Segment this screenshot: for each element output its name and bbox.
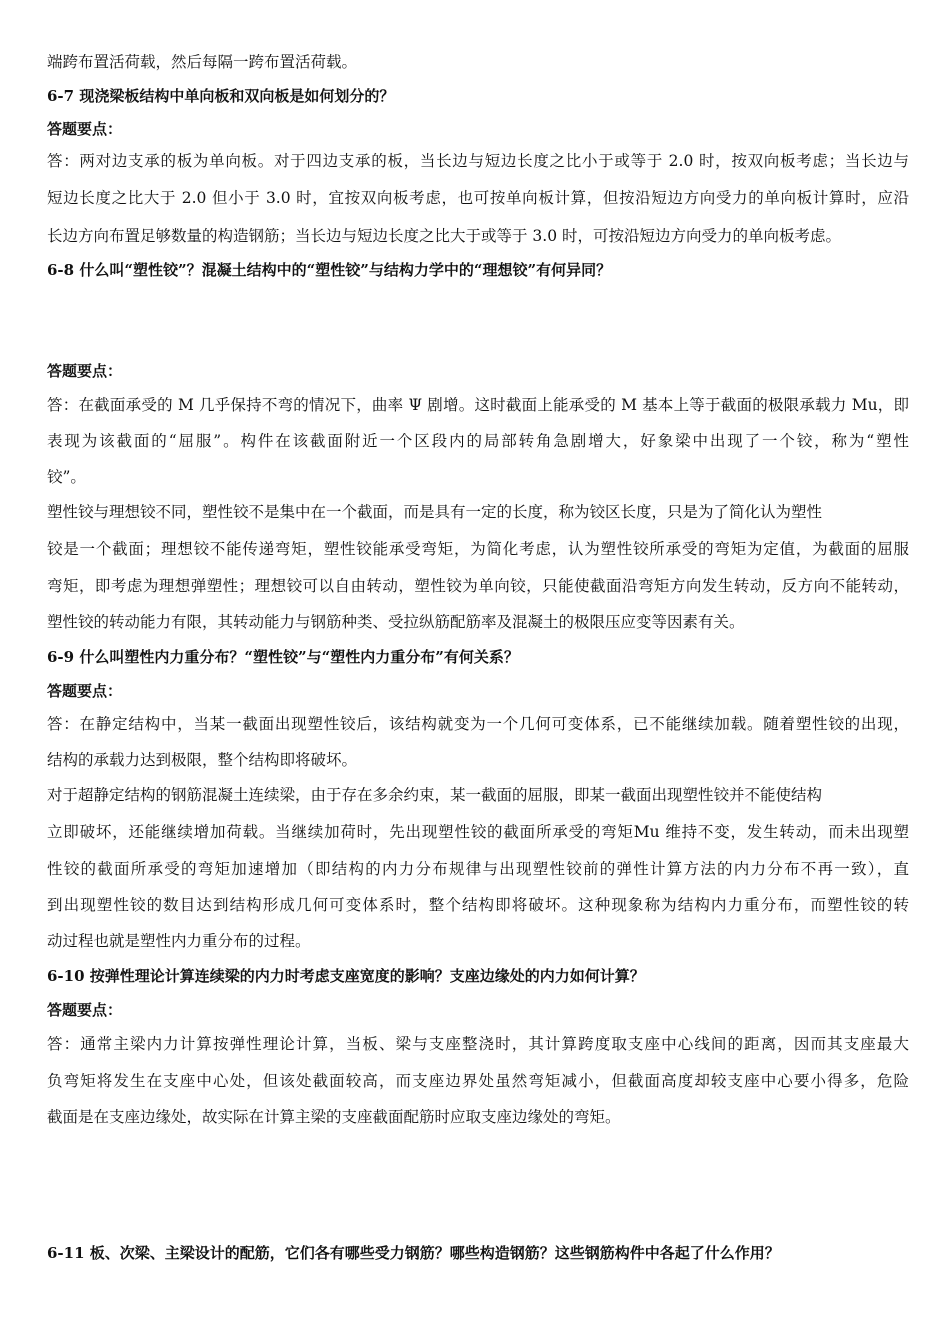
answer-line: 动过程也就是塑性内力重分布的过程。 [47, 932, 311, 950]
question-6-11-heading: 6-11 板、次梁、主梁设计的配筋，它们各有哪些受力钢筋？哪些构造钢筋？这些钢筋构件中各起了什么作用？ [47, 1244, 780, 1262]
answer-line: 截面是在支座边缘处，故实际在计算主梁的支座截面配筋时应取支座边缘处的弯矩。 [47, 1108, 621, 1126]
answer-line: 铰是一个截面；理想铰不能传递弯矩，塑性铰能承受弯矩，为简化考虑，认为塑性铰所承受的弯矩为定值，为截面的屈服 [47, 540, 909, 558]
answer-line: 塑性铰与理想铰不同，塑性铰不是集中在一个截面，而是具有一定的长度，称为铰区长度，只是为了简化认为塑性 [47, 503, 823, 521]
answer-line: 答：通常主梁内力计算按弹性理论计算，当板、梁与支座整浇时，其计算跨度取支座中心线间的距离，因而其支座最大 [47, 1035, 909, 1053]
answer-line: 答：两对边支承的板为单向板。对于四边支承的板，当长边与短边长度之比小于或等于 2.0 时，按双向板考虑；当长边与 [47, 152, 909, 170]
answer-line: 铰”。 [47, 468, 86, 486]
answer-label: 答题要点： [47, 120, 123, 138]
question-6-7-heading: 6-7 现浇梁板结构中单向板和双向板是如何划分的？ [47, 87, 395, 105]
answer-line: 短边长度之比大于 2.0 但小于 3.0 时，宜按双向板考虑，也可按单向板计算，但按沿短边方向受力的单向板计算时，应沿 [47, 189, 909, 207]
answer-line: 性铰的截面所承受的弯矩加速增加（即结构的内力分布规律与出现塑性铰前的弹性计算方法的内力分布不再一致），直 [47, 860, 909, 878]
answer-line: 弯矩，即考虑为理想弹塑性；理想铰可以自由转动，塑性铰为单向铰，只能使截面沿弯矩方向发生转动，反方向不能转动， [47, 577, 909, 595]
question-6-10-heading: 6-10 按弹性理论计算连续梁的内力时考虑支座宽度的影响？支座边缘处的内力如何计算？ [47, 967, 645, 985]
question-6-8-heading: 6-8 什么叫“塑性铰”？混凝土结构中的“塑性铰”与结构力学中的“理想铰”有何异同？ [47, 261, 612, 279]
answer-line: 结构的承载力达到极限，整个结构即将破坏。 [47, 751, 358, 769]
question-6-9-heading: 6-9 什么叫塑性内力重分布？“塑性铰”与“塑性内力重分布”有何关系？ [47, 648, 519, 666]
answer-line: 塑性铰的转动能力有限，其转动能力与钢筋种类、受拉纵筋配筋率及混凝土的极限压应变等因素有关。 [47, 613, 745, 631]
answer-label: 答题要点： [47, 362, 123, 380]
answer-line: 表现为该截面的“屈服”。构件在该截面附近一个区段内的局部转角急剧增大，好象梁中出现了一个铰，称为“塑性 [47, 432, 909, 450]
answer-line: 到出现塑性铰的数目达到结构形成几何可变体系时，整个结构即将破坏。这种现象称为结构内力重分布，而塑性铰的转 [47, 896, 909, 914]
answer-line: 立即破坏，还能继续增加荷载。当继续加荷时，先出现塑性铰的截面所承受的弯矩Mu 维持不变，发生转动，而未出现塑 [47, 823, 909, 841]
answer-line: 长边方向布置足够数量的构造钢筋；当长边与短边长度之比大于或等于 3.0 时，可按沿短边方向受力的单向板考虑。 [47, 227, 842, 245]
answer-line: 对于超静定结构的钢筋混凝土连续梁，由于存在多余约束，某一截面的屈服，即某一截面出现塑性铰并不能使结构 [47, 786, 823, 804]
answer-line: 答：在静定结构中，当某一截面出现塑性铰后，该结构就变为一个几何可变体系，已不能继续加载。随着塑性铰的出现， [47, 715, 909, 733]
paragraph-line: 端跨布置活荷载，然后每隔一跨布置活荷载。 [47, 53, 358, 71]
answer-line: 答：在截面承受的 M 几乎保持不弯的情况下，曲率 Ψ 剧增。这时截面上能承受的 M 基本上等于截面的极限承载力 Mu，即 [47, 396, 909, 414]
answer-line: 负弯矩将发生在支座中心处，但该处截面较高，而支座边界处虽然弯矩减小，但截面高度却较支座中心要小得多，危险 [47, 1072, 909, 1090]
answer-label: 答题要点： [47, 1001, 123, 1019]
answer-label: 答题要点： [47, 682, 123, 700]
